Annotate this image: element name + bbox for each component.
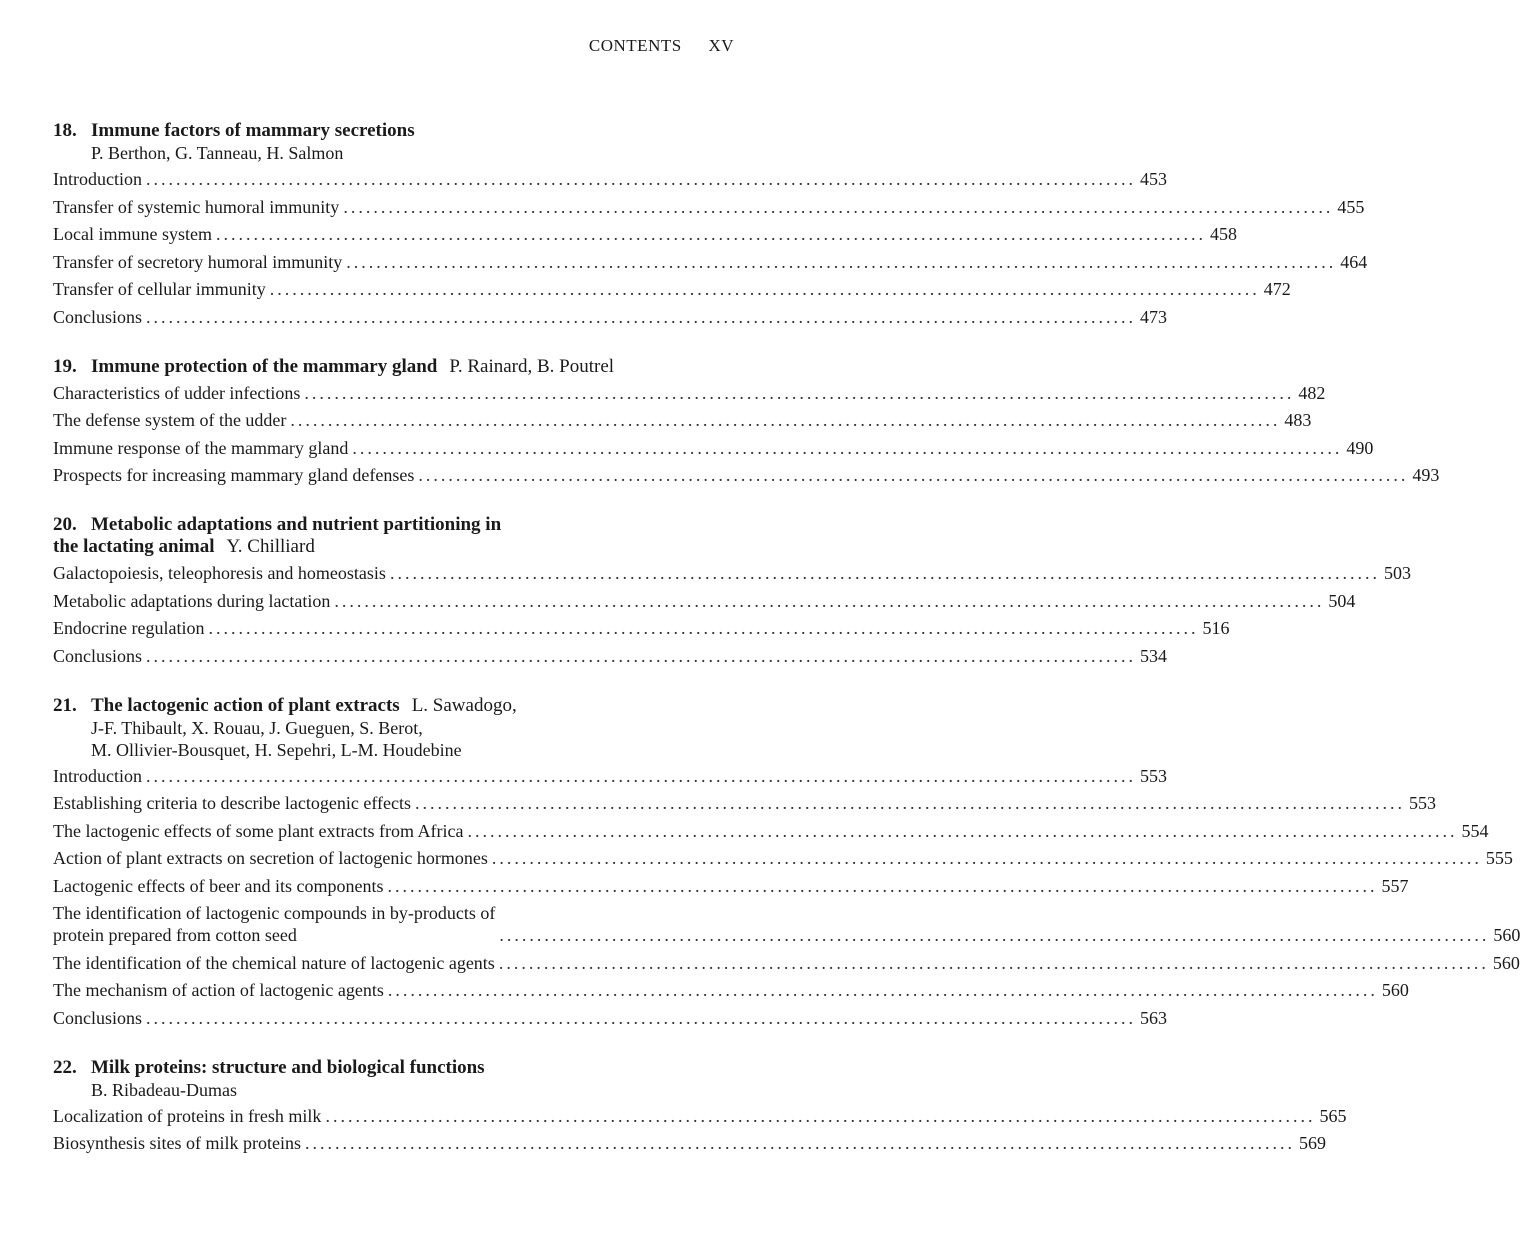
dot-leader: .................................................................................................................................... <box>498 952 1489 973</box>
chapter-authors-line-3: M. Ollivier-Bousquet, H. Sepehri, L-M. Houdebine <box>91 739 462 760</box>
entry-page: 504 <box>1328 590 1356 611</box>
chapter-20 <box>53 514 1411 667</box>
entry-page: 569 <box>1299 1133 1327 1153</box>
entry-page: 553 <box>1409 793 1437 813</box>
chapter-authors: P. Berthon, G. Tanneau, H. Salmon <box>91 143 344 163</box>
chapter-19 <box>53 355 1440 487</box>
dot-leader: .................................................................................................................................... <box>389 563 1380 583</box>
toc-entry[interactable] <box>53 278 1291 300</box>
running-head <box>589 36 734 56</box>
entry-page: 483 <box>1284 410 1312 430</box>
entry-title: Conclusions <box>53 645 143 666</box>
chapter-title: Milk proteins: structure and biological functions <box>91 1056 485 1078</box>
entry-title: Conclusions <box>53 1007 143 1028</box>
toc-entry[interactable] <box>53 306 1168 328</box>
chapter-heading <box>53 514 708 536</box>
toc-entry[interactable] <box>53 251 1368 273</box>
dot-leader: .................................................................................................................................... <box>387 980 1378 1000</box>
dot-leader: .................................................................................................................................... <box>145 169 1136 189</box>
chapter-title-line-1: Metabolic adaptations and nutrient partitioning in <box>91 514 502 535</box>
entry-title: Lactogenic effects of beer and its components <box>53 875 384 896</box>
chapter-heading-cont <box>53 536 708 558</box>
chapter-heading <box>53 695 708 717</box>
chapter-number: 21. <box>53 694 77 716</box>
dot-leader: .................................................................................................................................... <box>467 820 1458 841</box>
entry-page: 557 <box>1381 875 1409 896</box>
toc-entry[interactable] <box>53 168 1167 190</box>
entry-page: 472 <box>1263 279 1291 299</box>
entry-page: 563 <box>1140 1007 1168 1028</box>
chapter-number: 22. <box>53 1056 77 1078</box>
entry-page: 455 <box>1337 196 1365 217</box>
entry-title: The lactogenic effects of some plant extracts from Africa <box>53 820 464 841</box>
dot-leader: .................................................................................................................................... <box>415 793 1406 813</box>
dot-leader: .................................................................................................................................... <box>146 306 1137 327</box>
running-head-title: CONTENTS <box>588 36 682 55</box>
entry-page: 560 <box>1493 925 1520 945</box>
toc-entry[interactable] <box>53 1105 1347 1127</box>
toc-entry[interactable] <box>53 847 1513 869</box>
entry-page: 534 <box>1140 645 1168 666</box>
toc-entry[interactable] <box>53 590 1356 612</box>
entry-title: Transfer of secretory humoral immunity <box>53 251 343 272</box>
toc-entry[interactable] <box>53 464 1440 486</box>
chapter-number: 18. <box>53 120 77 141</box>
entry-title: Characteristics of udder infections <box>53 382 301 403</box>
chapter-authors-line-2: J-F. Thibault, X. Rouau, J. Gueguen, S. Berot, <box>91 717 423 738</box>
entry-title: Immune response of the mammary gland <box>53 437 349 458</box>
entry-page: 516 <box>1202 618 1230 638</box>
entry-title-line-2: protein prepared from cotton seed <box>53 925 297 945</box>
toc-entry[interactable] <box>53 617 1230 639</box>
dot-leader: .................................................................................................................................... <box>146 1007 1137 1028</box>
dot-leader: .................................................................................................................................... <box>387 875 1378 896</box>
dot-leader: .................................................................................................................................... <box>346 251 1337 272</box>
chapter-heading <box>53 1057 708 1079</box>
toc-entry[interactable] <box>53 223 1237 245</box>
dot-leader: .................................................................................................................................... <box>499 925 1490 945</box>
toc-entry[interactable] <box>53 1007 1168 1029</box>
entry-title: The identification of the chemical nature of lactogenic agents <box>53 952 495 973</box>
chapter-title: The lactogenic action of plant extracts <box>91 694 400 716</box>
entry-page: 553 <box>1139 765 1167 786</box>
dot-leader: .................................................................................................................................... <box>343 196 1334 217</box>
entry-title: Conclusions <box>53 306 143 327</box>
toc-entry[interactable] <box>53 562 1411 584</box>
toc-entry[interactable] <box>53 196 1365 218</box>
dot-leader: .................................................................................................................................... <box>269 279 1260 299</box>
toc-entry[interactable] <box>53 952 1520 974</box>
toc-entry[interactable] <box>53 1132 1327 1154</box>
entry-page: 565 <box>1319 1105 1347 1126</box>
entry-title: The defense system of the udder <box>53 410 287 430</box>
toc-entry[interactable] <box>53 437 1374 459</box>
entry-title: Localization of proteins in fresh milk <box>53 1105 322 1126</box>
dot-leader: .................................................................................................................................... <box>334 590 1325 611</box>
entry-title-line-1: The identification of lactogenic compounds in by-products of <box>53 903 496 923</box>
toc-entry[interactable] <box>53 979 1409 1001</box>
entry-page: 482 <box>1298 382 1326 403</box>
chapter-22 <box>53 1056 1347 1155</box>
toc-entry-multiline[interactable] <box>53 902 1520 946</box>
entry-title <box>53 902 495 946</box>
dot-leader: .................................................................................................................................... <box>491 848 1482 868</box>
dot-leader: .................................................................................................................................... <box>290 410 1281 430</box>
entry-title: Galactopoiesis, teleophoresis and homeostasis <box>53 563 386 583</box>
entry-page: 458 <box>1209 224 1237 244</box>
contents-list <box>53 120 1520 1182</box>
entry-title: Metabolic adaptations during lactation <box>53 590 331 611</box>
chapter-title-line-2: the lactating animal <box>53 536 215 557</box>
entry-title: Introduction <box>53 765 142 786</box>
chapter-heading <box>53 356 708 378</box>
entry-page: 493 <box>1412 465 1440 485</box>
entry-page: 464 <box>1340 251 1368 272</box>
chapter-authors: B. Ribadeau-Dumas <box>91 1079 237 1100</box>
dot-leader: .................................................................................................................................... <box>145 765 1136 786</box>
entry-page: 503 <box>1383 563 1411 583</box>
chapter-heading <box>53 120 708 142</box>
entry-page: 560 <box>1492 952 1520 973</box>
entry-page: 560 <box>1381 980 1409 1000</box>
toc-entry[interactable] <box>53 875 1409 897</box>
dot-leader: .................................................................................................................................... <box>208 618 1199 638</box>
toc-entry[interactable] <box>53 820 1489 842</box>
dot-leader: .................................................................................................................................... <box>304 382 1295 403</box>
toc-entry[interactable] <box>53 765 1167 787</box>
dot-leader: .................................................................................................................................... <box>146 645 1137 666</box>
entry-title: Action of plant extracts on secretion of lactogenic hormones <box>53 848 488 868</box>
toc-entry[interactable] <box>53 792 1437 814</box>
entry-title: Transfer of cellular immunity <box>53 279 266 299</box>
entry-title: The mechanism of action of lactogenic agents <box>53 980 384 1000</box>
chapter-number: 19. <box>53 355 77 377</box>
dot-leader: .................................................................................................................................... <box>352 437 1343 458</box>
entry-page: 453 <box>1139 169 1167 189</box>
entry-title: Introduction <box>53 169 142 189</box>
entry-page: 555 <box>1485 848 1513 868</box>
dot-leader: .................................................................................................................................... <box>325 1105 1316 1126</box>
chapter-authors: P. Rainard, B. Poutrel <box>449 355 615 377</box>
toc-entry[interactable] <box>53 645 1168 667</box>
entry-page: 490 <box>1346 437 1374 458</box>
chapter-18 <box>53 120 1368 328</box>
entry-title: Endocrine regulation <box>53 618 205 638</box>
toc-entry[interactable] <box>53 409 1312 431</box>
entry-title: Biosynthesis sites of milk proteins <box>53 1133 302 1153</box>
chapter-authors: Y. Chilliard <box>226 536 315 557</box>
chapter-21 <box>53 694 1520 1029</box>
entry-title: Prospects for increasing mammary gland defenses <box>53 465 415 485</box>
entry-title: Local immune system <box>53 224 212 244</box>
toc-entry[interactable] <box>53 382 1326 404</box>
dot-leader: .................................................................................................................................... <box>215 224 1206 244</box>
chapter-number: 20. <box>53 514 77 535</box>
dot-leader: .................................................................................................................................... <box>305 1133 1296 1153</box>
chapter-authors-line-1: L. Sawadogo, <box>411 694 517 716</box>
entry-page: 473 <box>1140 306 1168 327</box>
page-number: XV <box>708 36 734 55</box>
chapter-title: Immune factors of mammary secretions <box>91 120 415 141</box>
entry-title: Establishing criteria to describe lactogenic effects <box>53 793 412 813</box>
dot-leader: .................................................................................................................................... <box>418 465 1409 485</box>
chapter-title: Immune protection of the mammary gland <box>91 355 438 377</box>
entry-title: Transfer of systemic humoral immunity <box>53 196 340 217</box>
entry-page: 554 <box>1461 820 1489 841</box>
